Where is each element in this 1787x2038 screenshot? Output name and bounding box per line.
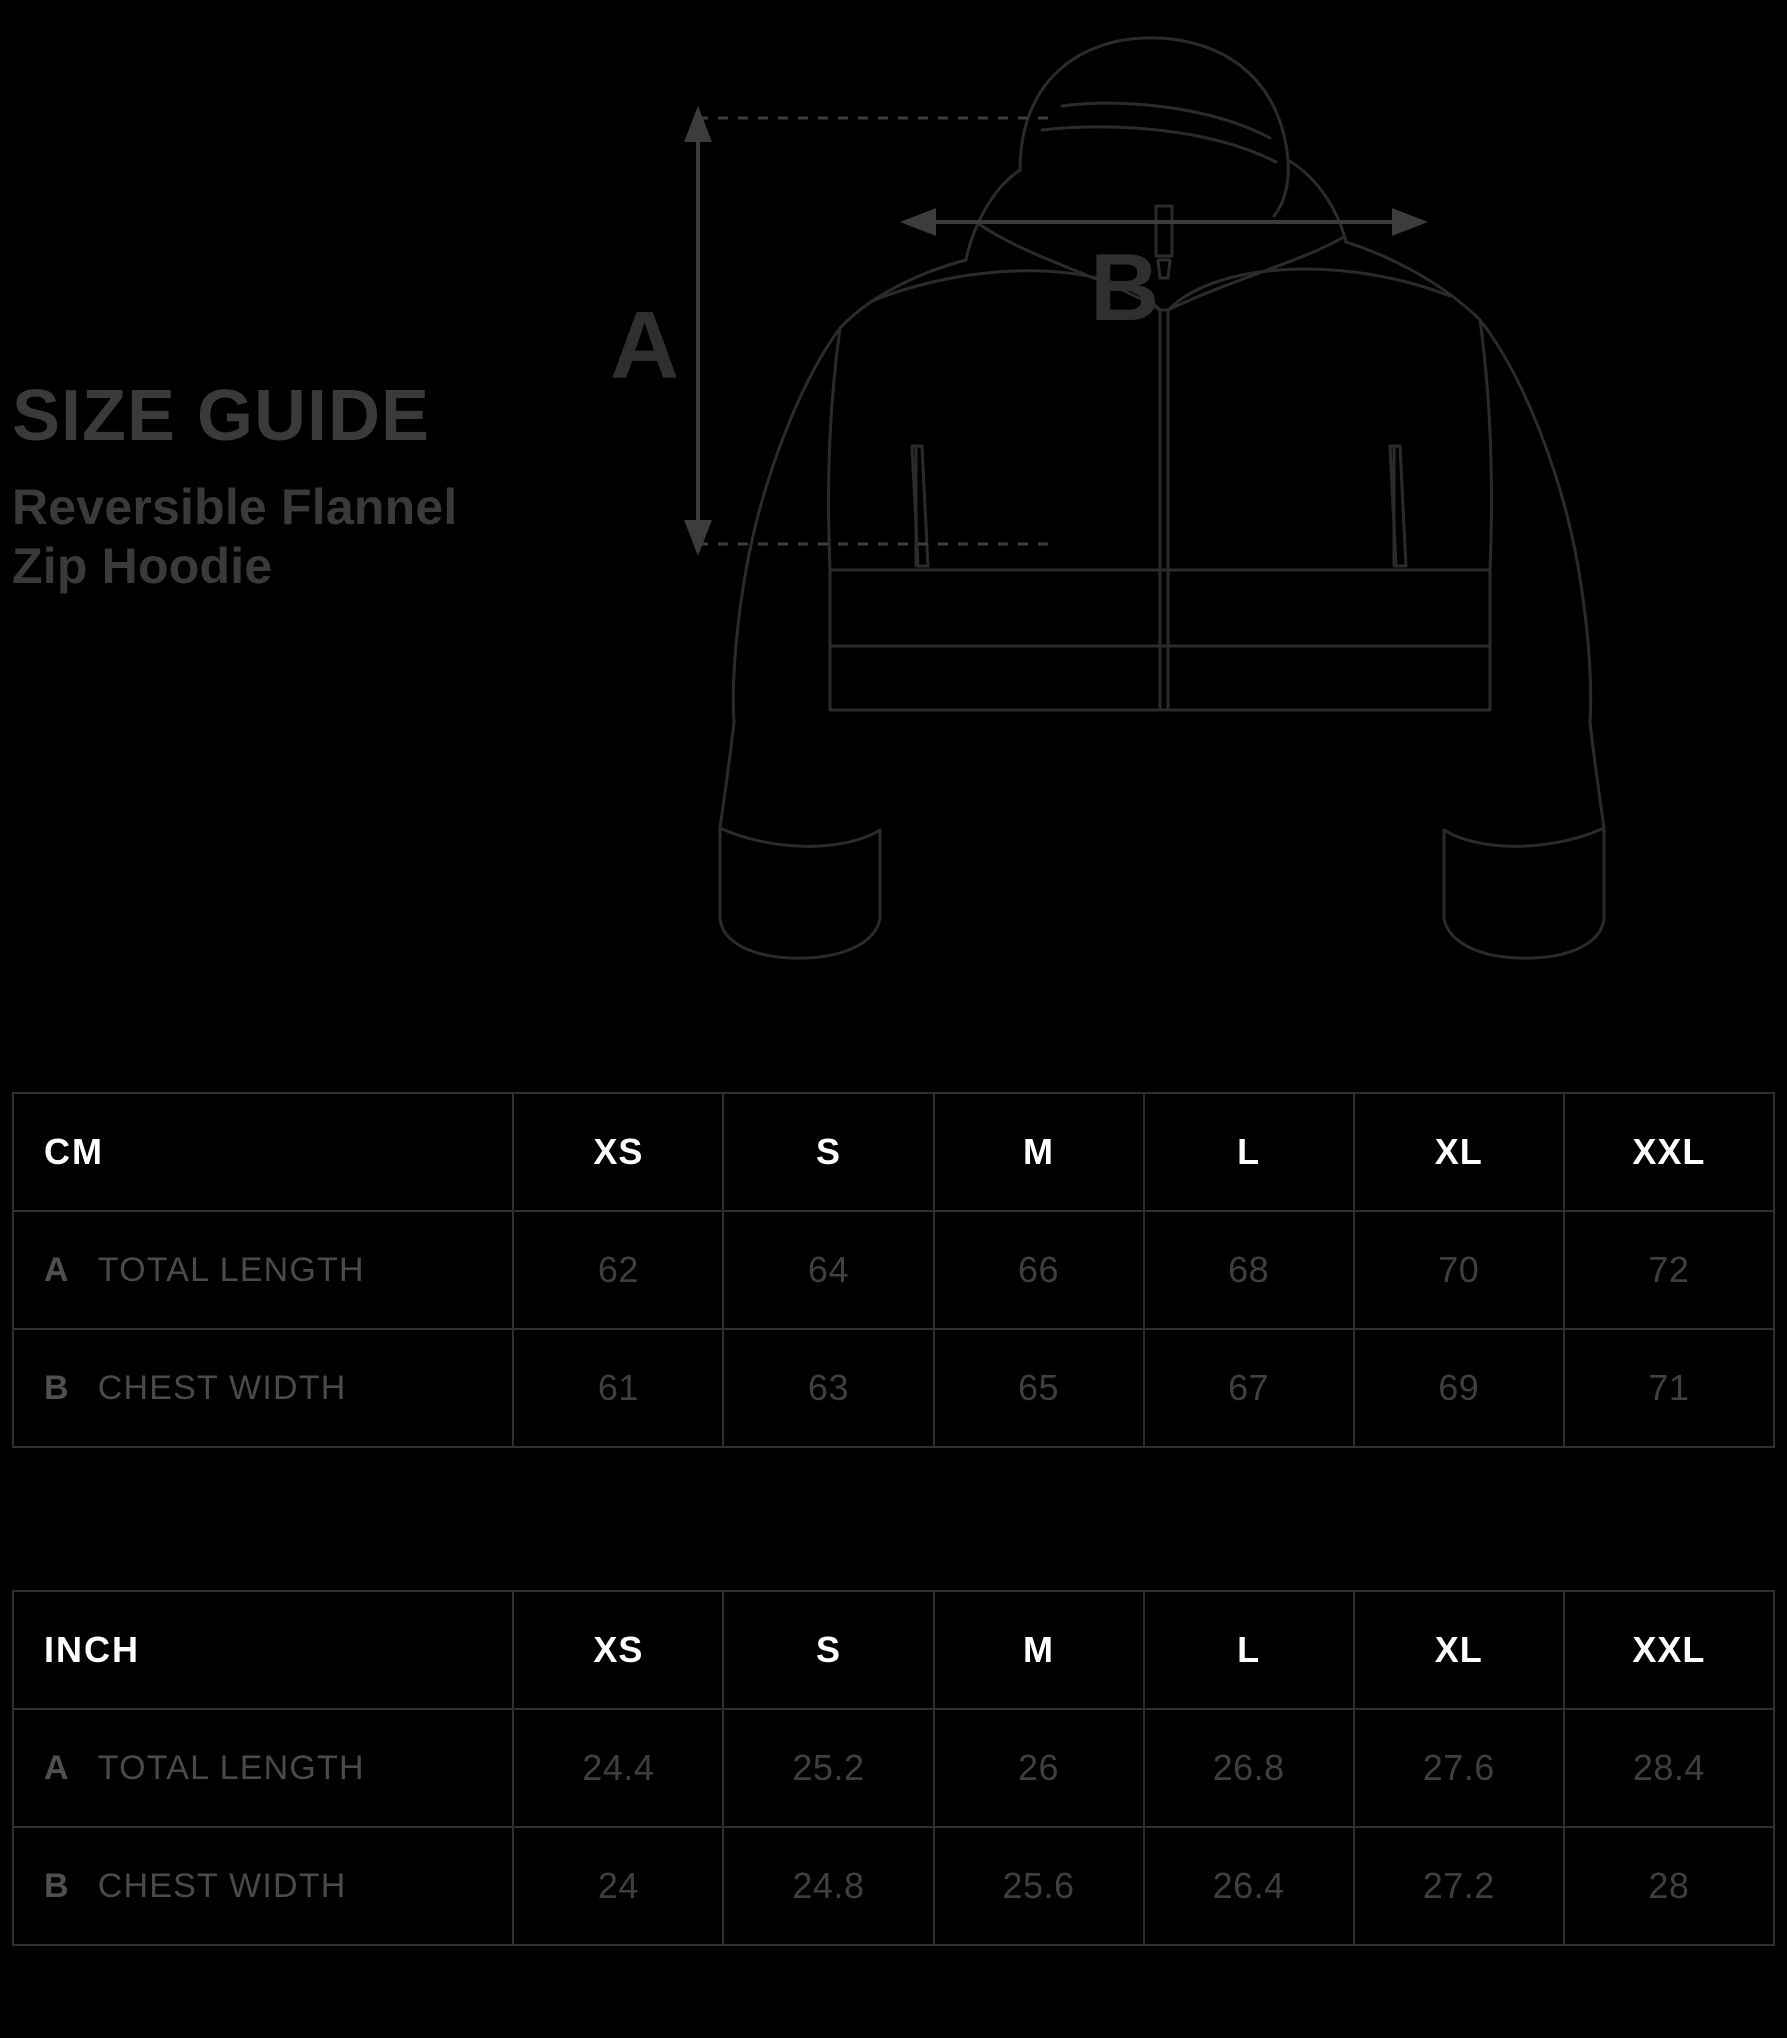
cell-inch-chest-xxl: 28 [1564, 1827, 1774, 1945]
table-row [13, 1709, 1774, 1827]
size-header-m: M [934, 1093, 1144, 1211]
row-text-total-length: TOTAL LENGTH [97, 1250, 365, 1289]
size-header-s: S [723, 1093, 933, 1211]
product-name [12, 478, 672, 596]
page-title: SIZE GUIDE [12, 376, 431, 456]
size-header-xl-inch: XL [1354, 1591, 1564, 1709]
row-text-total-length: TOTAL LENGTH [97, 1748, 365, 1787]
size-header-l-inch: L [1144, 1591, 1354, 1709]
title-block [12, 376, 672, 596]
cell-cm-chest-l: 67 [1144, 1329, 1354, 1447]
size-header-xxl: XXL [1564, 1093, 1774, 1211]
cell-inch-length-xxl: 28.4 [1564, 1709, 1774, 1827]
cm-table-container [12, 1092, 1775, 1448]
row-label-chest-width-cm [13, 1329, 513, 1447]
cell-inch-length-m: 26 [934, 1709, 1144, 1827]
measure-a-label: A [610, 292, 680, 399]
row-key-a: A [44, 1250, 70, 1289]
row-key-b: B [44, 1368, 70, 1407]
cell-cm-length-xxl: 72 [1564, 1211, 1774, 1329]
cell-cm-length-m: 66 [934, 1211, 1144, 1329]
table-header-row [13, 1093, 1774, 1211]
cell-cm-length-xl: 70 [1354, 1211, 1564, 1329]
cell-cm-length-s: 64 [723, 1211, 933, 1329]
cell-cm-length-xs: 62 [513, 1211, 723, 1329]
inch-size-table [12, 1590, 1775, 1946]
inch-table-container [12, 1590, 1775, 1946]
cell-inch-chest-xs: 24 [513, 1827, 723, 1945]
table-row [13, 1211, 1774, 1329]
row-key-a: A [44, 1748, 70, 1787]
row-text-chest-width: CHEST WIDTH [97, 1866, 347, 1905]
size-header-s-inch: S [723, 1591, 933, 1709]
size-header-m-inch: M [934, 1591, 1144, 1709]
size-header-l: L [1144, 1093, 1354, 1211]
table-header-row [13, 1591, 1774, 1709]
cell-inch-length-xl: 27.6 [1354, 1709, 1564, 1827]
product-name-line1: Reversible Flannel [12, 479, 458, 535]
cell-inch-chest-m: 25.6 [934, 1827, 1144, 1945]
size-header-xxl-inch: XXL [1564, 1591, 1774, 1709]
cell-cm-length-l: 68 [1144, 1211, 1354, 1329]
cell-inch-chest-l: 26.4 [1144, 1827, 1354, 1945]
row-label-total-length-cm [13, 1211, 513, 1329]
row-label-total-length-inch [13, 1709, 513, 1827]
row-label-chest-width-inch [13, 1827, 513, 1945]
garment-diagram [610, 10, 1780, 1020]
cm-size-table [12, 1092, 1775, 1448]
unit-label-cm: CM [13, 1093, 513, 1211]
cell-inch-length-s: 25.2 [723, 1709, 933, 1827]
table-row [13, 1827, 1774, 1945]
cell-inch-length-l: 26.8 [1144, 1709, 1354, 1827]
product-name-line2: Zip Hoodie [12, 538, 273, 594]
size-header-xs: XS [513, 1093, 723, 1211]
size-header-xl: XL [1354, 1093, 1564, 1211]
row-key-b: B [44, 1866, 70, 1905]
cell-inch-chest-s: 24.8 [723, 1827, 933, 1945]
cell-inch-chest-xl: 27.2 [1354, 1827, 1564, 1945]
measure-b-label: B [1090, 234, 1160, 341]
cell-cm-chest-xs: 61 [513, 1329, 723, 1447]
zip-hoodie-illustration [610, 10, 1780, 1020]
size-header-xs-inch: XS [513, 1591, 723, 1709]
cell-inch-length-xs: 24.4 [513, 1709, 723, 1827]
table-row [13, 1329, 1774, 1447]
unit-label-inch: INCH [13, 1591, 513, 1709]
row-text-chest-width: CHEST WIDTH [97, 1368, 347, 1407]
cell-cm-chest-xl: 69 [1354, 1329, 1564, 1447]
cell-cm-chest-s: 63 [723, 1329, 933, 1447]
cell-cm-chest-m: 65 [934, 1329, 1144, 1447]
cell-cm-chest-xxl: 71 [1564, 1329, 1774, 1447]
